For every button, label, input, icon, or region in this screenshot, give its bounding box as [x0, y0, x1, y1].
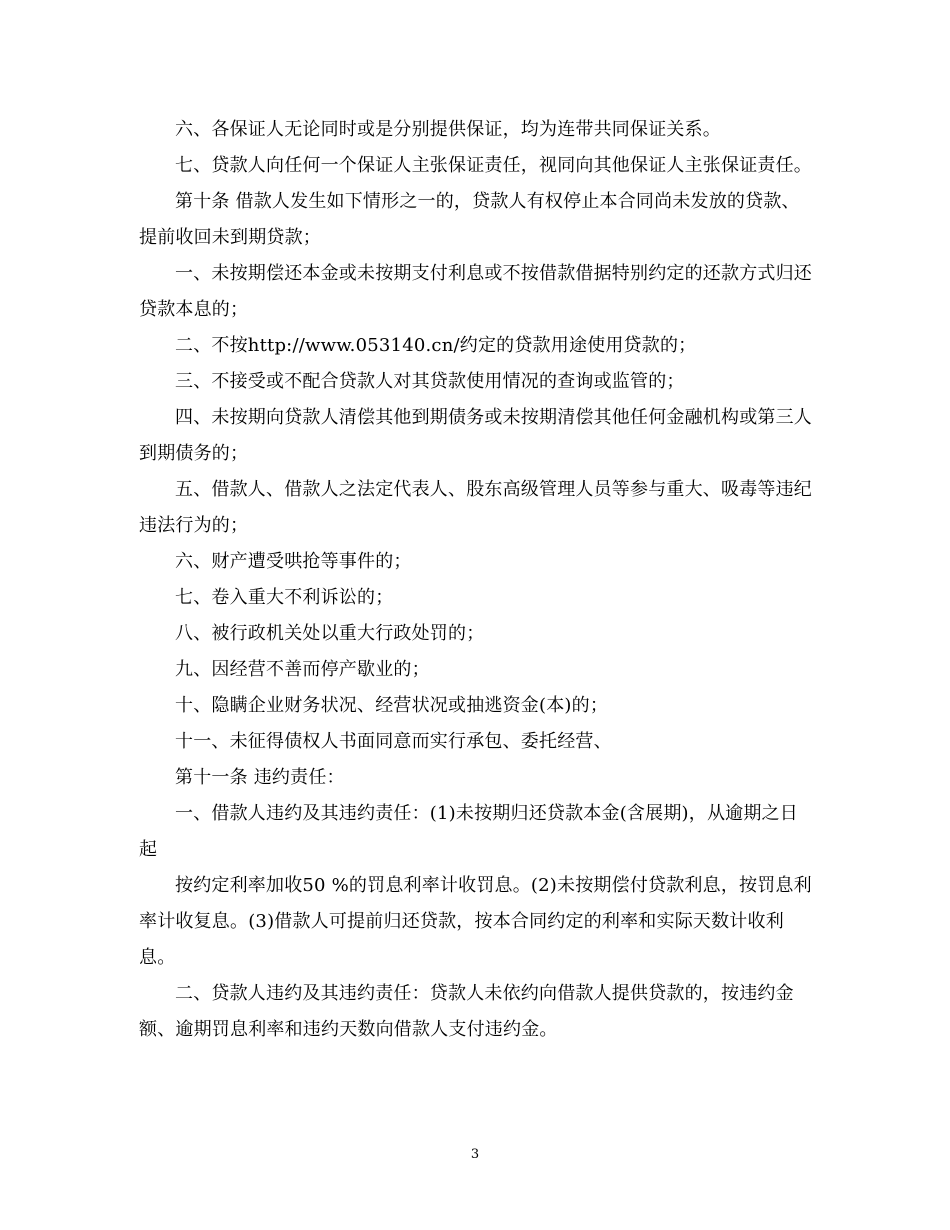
paragraph: 四、未按期向贷款人清偿其他到期债务或未按期清偿其他任何金融机构或第三人到期债务的；: [139, 407, 812, 464]
paragraph: 按约定利率加收50 %的罚息利率计收罚息。(2)未按期偿付贷款利息，按罚息利率计收复息。(3)借款人可提前归还贷款，按本合同约定的利率和实际天数计收利息。: [139, 875, 812, 968]
paragraph: 八、被行政机关处以重大行政处罚的；: [175, 623, 485, 644]
document-body: [139, 112, 813, 1048]
paragraph: 三、不接受或不配合贷款人对其贷款使用情况的查询或监管的；: [175, 371, 685, 392]
paragraph: 十、隐瞒企业财务状况、经营状况或抽逃资金(本)的；: [175, 695, 609, 716]
page-number: 3: [470, 1147, 480, 1162]
paragraph: 七、贷款人向任何一个保证人主张保证责任，视同向其他保证人主张保证责任。: [175, 155, 812, 176]
paragraph: 第十条 借款人发生如下情形之一的，贷款人有权停止本合同尚未发放的贷款、提前收回未到期贷款；: [139, 191, 800, 248]
paragraph: 二、不按http://www.053140.cn/约定的贷款用途使用贷款的；: [175, 335, 697, 356]
paragraph: 十一、未征得债权人书面同意而实行承包、委托经营、: [175, 731, 612, 752]
paragraph: 五、借款人、借款人之法定代表人、股东高级管理人员等参与重大、吸毒等违纪违法行为的；: [139, 479, 812, 536]
paragraph: 七、卷入重大不利诉讼的；: [175, 587, 394, 608]
paragraph: 一、借款人违约及其违约责任：(1)未按期归还贷款本金(含展期)，从逾期之日起: [139, 803, 798, 860]
paragraph: 六、财产遭受哄抢等事件的；: [175, 551, 412, 572]
paragraph: 二、贷款人违约及其违约责任：贷款人未依约向借款人提供贷款的，按违约金额、逾期罚息利率和违约天数向借款人支付违约金。: [139, 983, 794, 1040]
paragraph: 六、各保证人无论同时或是分别提供保证，均为连带共同保证关系。: [175, 119, 721, 140]
paragraph: 第十一条 违约责任：: [175, 767, 345, 788]
paragraph: 一、未按期偿还本金或未按期支付利息或不按借款借据特别约定的还款方式归还贷款本息的；: [139, 263, 812, 320]
paragraph: 九、因经营不善而停产歇业的；: [175, 659, 430, 680]
